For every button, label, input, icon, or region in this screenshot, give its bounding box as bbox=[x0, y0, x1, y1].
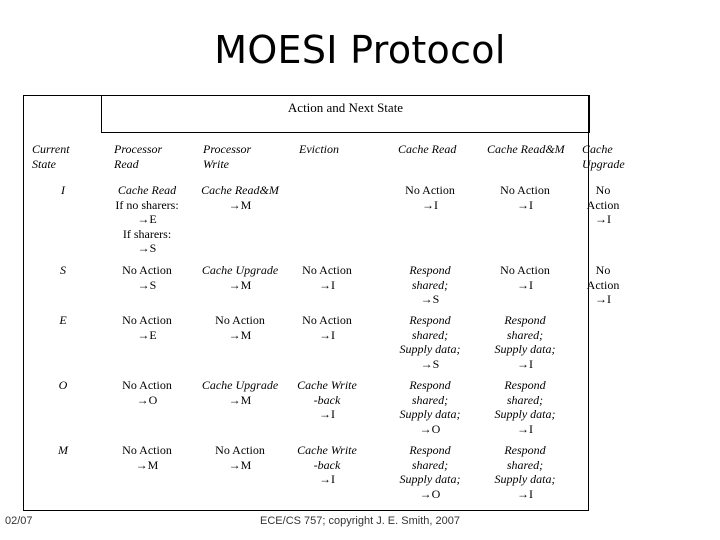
cell-line: Supply data; bbox=[494, 472, 556, 486]
cell-line: →E bbox=[137, 327, 157, 342]
cell-line: S bbox=[60, 263, 66, 277]
group-header: Action and Next State bbox=[101, 95, 590, 133]
cell-line: →M bbox=[228, 277, 252, 292]
cell-line: Supply data; bbox=[399, 342, 461, 356]
col-header-processor-write: Processor Write bbox=[203, 142, 252, 171]
table-cell-processor-read-3 bbox=[107, 313, 187, 342]
cell-line: Cache Upgrade bbox=[201, 378, 279, 392]
col-header-cache-read-m: Cache Read&M bbox=[487, 142, 565, 156]
cell-line: -back bbox=[313, 457, 341, 472]
cell-line: No Action bbox=[302, 313, 352, 327]
table-cell-eviction-5 bbox=[291, 443, 363, 487]
cell-line: Respond bbox=[504, 443, 546, 457]
cell-line: No bbox=[595, 263, 611, 277]
cell-line: Supply data; bbox=[399, 472, 461, 486]
cell-line: shared; bbox=[411, 327, 449, 342]
table-cell-cache-read-5 bbox=[390, 443, 470, 501]
cell-line: Supply data; bbox=[494, 407, 556, 421]
cell-line: Action bbox=[586, 277, 620, 292]
cell-line: →O bbox=[419, 421, 441, 436]
table-cell-eviction-2 bbox=[291, 263, 363, 292]
cell-line: →I bbox=[517, 197, 533, 212]
cell-line: shared; bbox=[506, 327, 544, 342]
cell-line: →O bbox=[136, 392, 158, 407]
cell-line: No Action bbox=[215, 313, 265, 327]
cell-line: →I bbox=[319, 407, 335, 421]
cell-line: Respond bbox=[409, 263, 451, 277]
table-cell-cache-read-m-3 bbox=[485, 313, 565, 371]
table-cell-processor-read-5 bbox=[107, 443, 187, 472]
cell-line: →S bbox=[137, 277, 157, 292]
cell-line: No Action bbox=[500, 183, 550, 197]
table-cell-processor-write-5 bbox=[195, 443, 285, 472]
cell-line: →I bbox=[517, 421, 533, 436]
cell-line: No bbox=[595, 183, 611, 197]
table-cell-eviction-3 bbox=[291, 313, 363, 342]
cell-line: →M bbox=[135, 457, 159, 472]
cell-line: Respond bbox=[409, 313, 451, 327]
cell-line: No Action bbox=[122, 378, 172, 392]
cell-line: No Action bbox=[122, 313, 172, 327]
table-cell-state-4 bbox=[43, 378, 83, 393]
cell-line: O bbox=[58, 378, 68, 392]
cell-line: Action bbox=[586, 197, 620, 212]
table-cell-eviction-4 bbox=[291, 378, 363, 422]
cell-line: If sharers: bbox=[122, 226, 172, 241]
table-cell-cache-read-m-5 bbox=[485, 443, 565, 501]
table-cell-cache-upgrade-2 bbox=[582, 263, 624, 307]
table-cell-cache-read-2 bbox=[390, 263, 470, 307]
cell-line: Cache Read bbox=[117, 183, 177, 197]
slide-date: 02/07 bbox=[5, 515, 33, 527]
cell-line: →I bbox=[517, 356, 533, 371]
table-cell-processor-write-1 bbox=[195, 183, 285, 212]
table-cell-cache-read-m-2 bbox=[485, 263, 565, 292]
cell-line: shared; bbox=[411, 392, 449, 407]
cell-line: E bbox=[59, 313, 67, 327]
table-cell-cache-read-3 bbox=[390, 313, 470, 371]
cell-line: shared; bbox=[506, 392, 544, 407]
col-header-cache-upgrade: Cache Upgrade bbox=[582, 142, 625, 171]
cell-line: →M bbox=[228, 457, 252, 472]
cell-line: No Action bbox=[302, 263, 352, 277]
cell-line: shared; bbox=[411, 277, 449, 292]
col-header-eviction: Eviction bbox=[299, 142, 339, 156]
table-cell-state-1 bbox=[43, 183, 83, 198]
cell-line: Respond bbox=[409, 443, 451, 457]
cell-line: If no sharers: bbox=[115, 197, 179, 212]
table-cell-processor-read-1 bbox=[107, 183, 187, 256]
cell-line: →M bbox=[228, 392, 252, 407]
cell-line: →I bbox=[595, 212, 611, 226]
table-cell-processor-write-2 bbox=[195, 263, 285, 292]
cell-line: →I bbox=[517, 486, 533, 501]
cell-line: I bbox=[61, 183, 65, 197]
cell-line: No Action bbox=[122, 443, 172, 457]
cell-line: →S bbox=[137, 241, 157, 255]
table-cell-state-5 bbox=[43, 443, 83, 458]
cell-line: No Action bbox=[122, 263, 172, 277]
table-cell-processor-read-2 bbox=[107, 263, 187, 292]
col-header-cache-read: Cache Read bbox=[398, 142, 457, 156]
cell-line: Respond bbox=[504, 378, 546, 392]
cell-line: M bbox=[58, 443, 68, 457]
cell-line: →I bbox=[595, 292, 611, 306]
table-cell-processor-write-4 bbox=[195, 378, 285, 407]
col-header-current-state: Current State bbox=[32, 142, 70, 171]
cell-line: Supply data; bbox=[399, 407, 461, 421]
cell-line: Cache Write bbox=[297, 378, 357, 392]
cell-line: →E bbox=[137, 212, 157, 226]
cell-line: shared; bbox=[411, 457, 449, 472]
cell-line: No Action bbox=[405, 183, 455, 197]
cell-line: →M bbox=[228, 327, 252, 342]
col-header-processor-read: Processor Read bbox=[114, 142, 163, 171]
cell-line: shared; bbox=[506, 457, 544, 472]
cell-line: →S bbox=[420, 292, 440, 306]
cell-line: Respond bbox=[409, 378, 451, 392]
cell-line: →I bbox=[422, 197, 438, 212]
cell-line: Cache Read&M bbox=[201, 183, 279, 197]
slide-footer: ECE/CS 757; copyright J. E. Smith, 2007 bbox=[260, 515, 460, 527]
slide-title: MOESI Protocol bbox=[214, 28, 506, 72]
cell-line: No Action bbox=[215, 443, 265, 457]
cell-line: -back bbox=[313, 392, 341, 407]
cell-line: →I bbox=[517, 277, 533, 292]
cell-line: Supply data; bbox=[494, 342, 556, 356]
table-cell-state-2 bbox=[43, 263, 83, 278]
table-cell-processor-read-4 bbox=[107, 378, 187, 407]
table-cell-processor-write-3 bbox=[195, 313, 285, 342]
cell-line: Cache Upgrade bbox=[201, 263, 279, 277]
table-cell-cache-read-1 bbox=[390, 183, 470, 212]
cell-line: Respond bbox=[504, 313, 546, 327]
cell-line: →I bbox=[319, 472, 335, 486]
table-cell-state-3 bbox=[43, 313, 83, 328]
cell-line: →I bbox=[319, 327, 335, 342]
cell-line: No Action bbox=[500, 263, 550, 277]
table-cell-cache-read-m-1 bbox=[485, 183, 565, 212]
cell-line: →O bbox=[419, 486, 441, 501]
cell-line: →I bbox=[319, 277, 335, 292]
cell-line: Cache Write bbox=[297, 443, 357, 457]
table-cell-cache-read-4 bbox=[390, 378, 470, 436]
table-cell-cache-upgrade-1 bbox=[582, 183, 624, 227]
cell-line: →M bbox=[228, 197, 252, 212]
cell-line: →S bbox=[420, 356, 440, 371]
table-cell-cache-read-m-4 bbox=[485, 378, 565, 436]
